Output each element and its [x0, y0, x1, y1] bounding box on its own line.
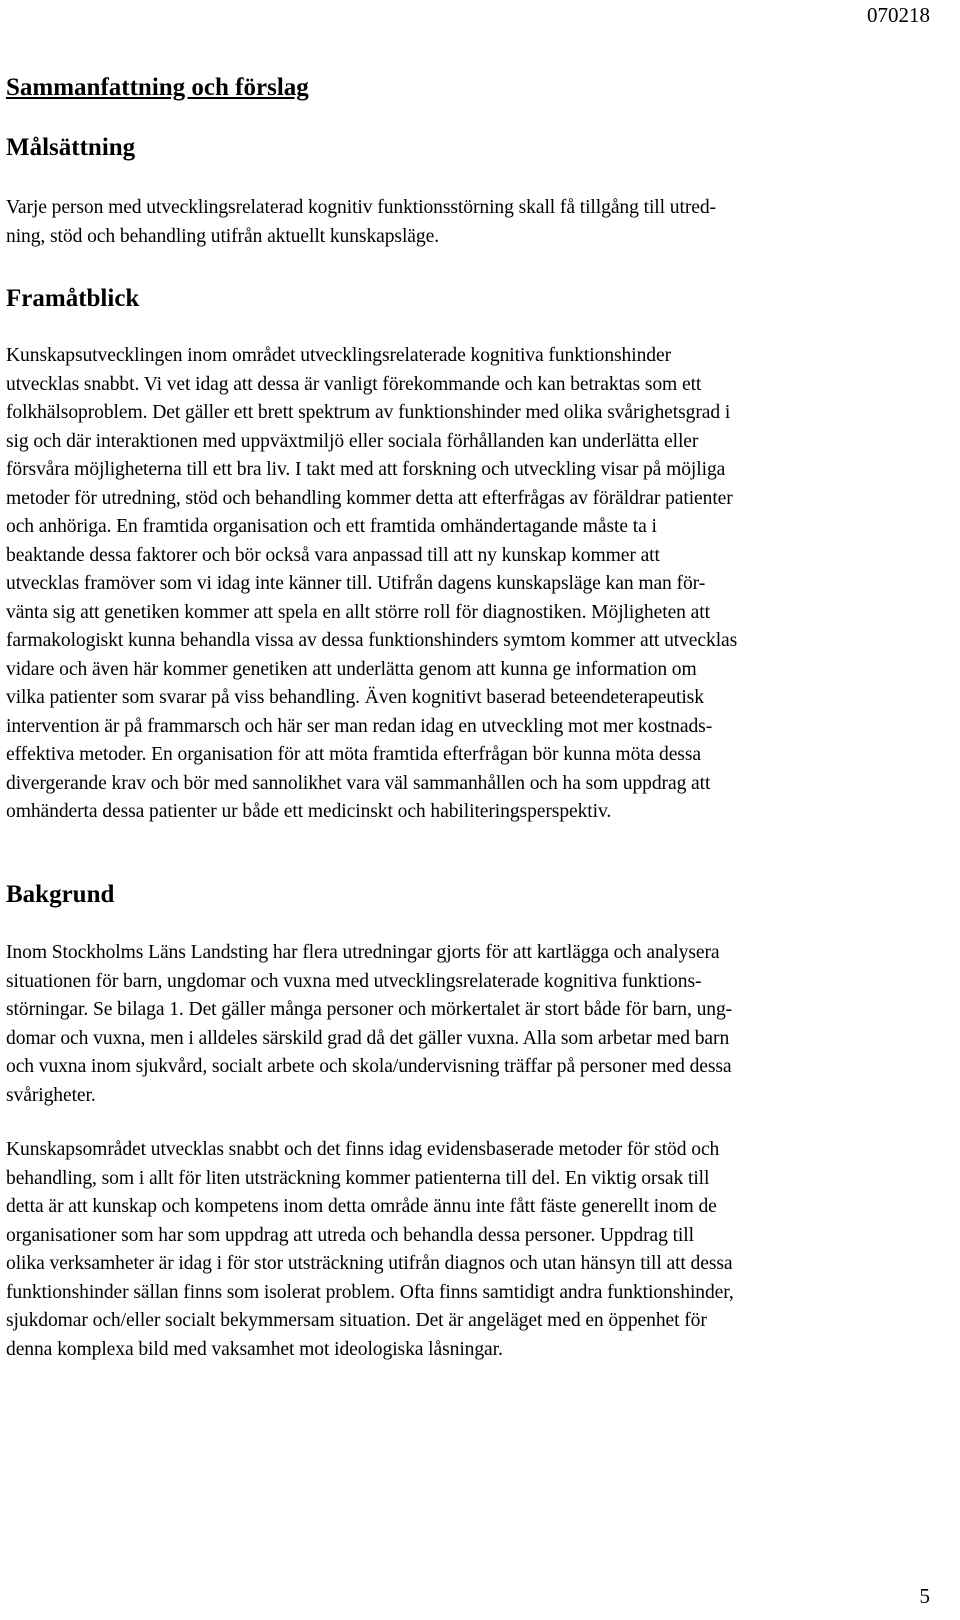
text-line: farmakologiskt kunna behandla vissa av dessa funktionshinders symtom kommer att utvecklas [6, 630, 738, 651]
text-line: beaktande dessa faktorer och bör också vara anpassad till att ny kunskap kommer att [6, 544, 660, 566]
text-line: omhänderta dessa patienter ur både ett medicinskt och habiliteringsperspektiv. [6, 801, 612, 822]
page-number: 5 [919, 1584, 930, 1608]
text-line: vidare och även här kommer genetiken att underlätta genom att kunna ge information om [6, 658, 697, 680]
text-line: försvåra möjligheterna till ett bra liv. I takt med att forskning och utveckling visar på möjliga [6, 459, 726, 480]
paragraph-bakgrund-1 [6, 939, 930, 1110]
text-line: folkhälsoproblem. Det gäller ett brett spektrum av funktionshinder med olika svårighetsgrad i [6, 402, 731, 423]
text-line: domar och vuxna, men i alldeles särskild grad då det gäller vuxna. Alla som arbetar med barn [6, 1027, 730, 1049]
text-line: Kunskapsområdet utvecklas snabbt och det finns idag evidensbaserade metoder för stöd och [6, 1139, 720, 1160]
text-line: detta är att kunskap och kompetens inom detta område ännu inte fått fäste generellt inom de [6, 1196, 717, 1217]
text-line: metoder för utredning, stöd och behandling kommer detta att efterfrågas av föräldrar patienter [6, 487, 733, 509]
text-line: störningar. Se bilaga 1. Det gäller många personer och mörkertalet är stort både för barn, ung- [6, 999, 733, 1020]
text-line: ning, stöd och behandling utifrån aktuellt kunskapsläge. [6, 225, 439, 247]
text-line: vilka patienter som svarar på viss behandling. Även kognitivt baserad beteendeterapeutisk [6, 687, 704, 708]
text-line: och anhöriga. En framtida organisation och ett framtida omhändertagande måste ta i [6, 516, 657, 537]
paragraph-malsattning [6, 194, 930, 251]
text-line: vänta sig att genetiken kommer att spela en allt större roll för diagnostiken. Möjligheten att [6, 601, 710, 623]
text-line: effektiva metoder. En organisation för att möta framtida efterfrågan bör kunna möta dessa [6, 744, 701, 765]
heading-malsattning: Målsättning [6, 134, 136, 161]
text-line: olika verksamheter är idag i för stor utsträckning utifrån diagnos och utan hänsyn till att dessa [6, 1253, 733, 1274]
paragraph-framatblick [6, 342, 930, 827]
text-line: Inom Stockholms Läns Landsting har flera utredningar gjorts för att kartlägga och analysera [6, 942, 720, 963]
text-line: svårigheter. [6, 1084, 96, 1106]
text-line: utvecklas snabbt. Vi vet idag att dessa är vanligt förekommande och kan betraktas som ett [6, 373, 702, 395]
text-line: divergerande krav och bör med sannolikhet vara väl sammanhållen och ha som uppdrag att [6, 772, 711, 794]
text-line: organisationer som har som uppdrag att utreda och behandla dessa personer. Uppdrag till [6, 1224, 694, 1246]
heading-bakgrund: Bakgrund [6, 881, 115, 908]
text-line: intervention är på frammarsch och här ser man redan idag en utveckling mot mer kostnads- [6, 715, 713, 737]
text-line: sjukdomar och/eller socialt bekymmersam situation. Det är angeläget med en öppenhet för [6, 1310, 707, 1331]
paragraph-bakgrund-2 [6, 1136, 930, 1364]
text-line: sig och där interaktionen med uppväxtmiljö eller sociala förhållanden kan underlätta eller [6, 430, 699, 452]
page-title: Sammanfattning och förslag [6, 74, 309, 101]
heading-framatblick: Framåtblick [6, 285, 140, 312]
text-line: Kunskapsutvecklingen inom området utvecklingsrelaterade kognitiva funktionshinder [6, 345, 671, 366]
text-line: denna komplexa bild med vaksamhet mot ideologiska låsningar. [6, 1338, 503, 1360]
text-line: Varje person med utvecklingsrelaterad kognitiv funktionsstörning skall få tillgång till utred- [6, 197, 716, 218]
text-line: behandling, som i allt för liten utsträckning kommer patienterna till del. En viktig orsak till [6, 1167, 710, 1189]
text-line: och vuxna inom sjukvård, socialt arbete och skola/undervisning träffar på personer med dessa [6, 1056, 732, 1077]
document-code: 070218 [867, 3, 930, 27]
text-line: funktionshinder sällan finns som isolerat problem. Ofta finns samtidigt andra funktionshinder, [6, 1281, 734, 1303]
text-line: utvecklas framöver som vi idag inte känner till. Utifrån dagens kunskapsläge kan man för- [6, 573, 706, 594]
text-line: situationen för barn, ungdomar och vuxna med utvecklingsrelaterade kognitiva funktions- [6, 970, 702, 992]
